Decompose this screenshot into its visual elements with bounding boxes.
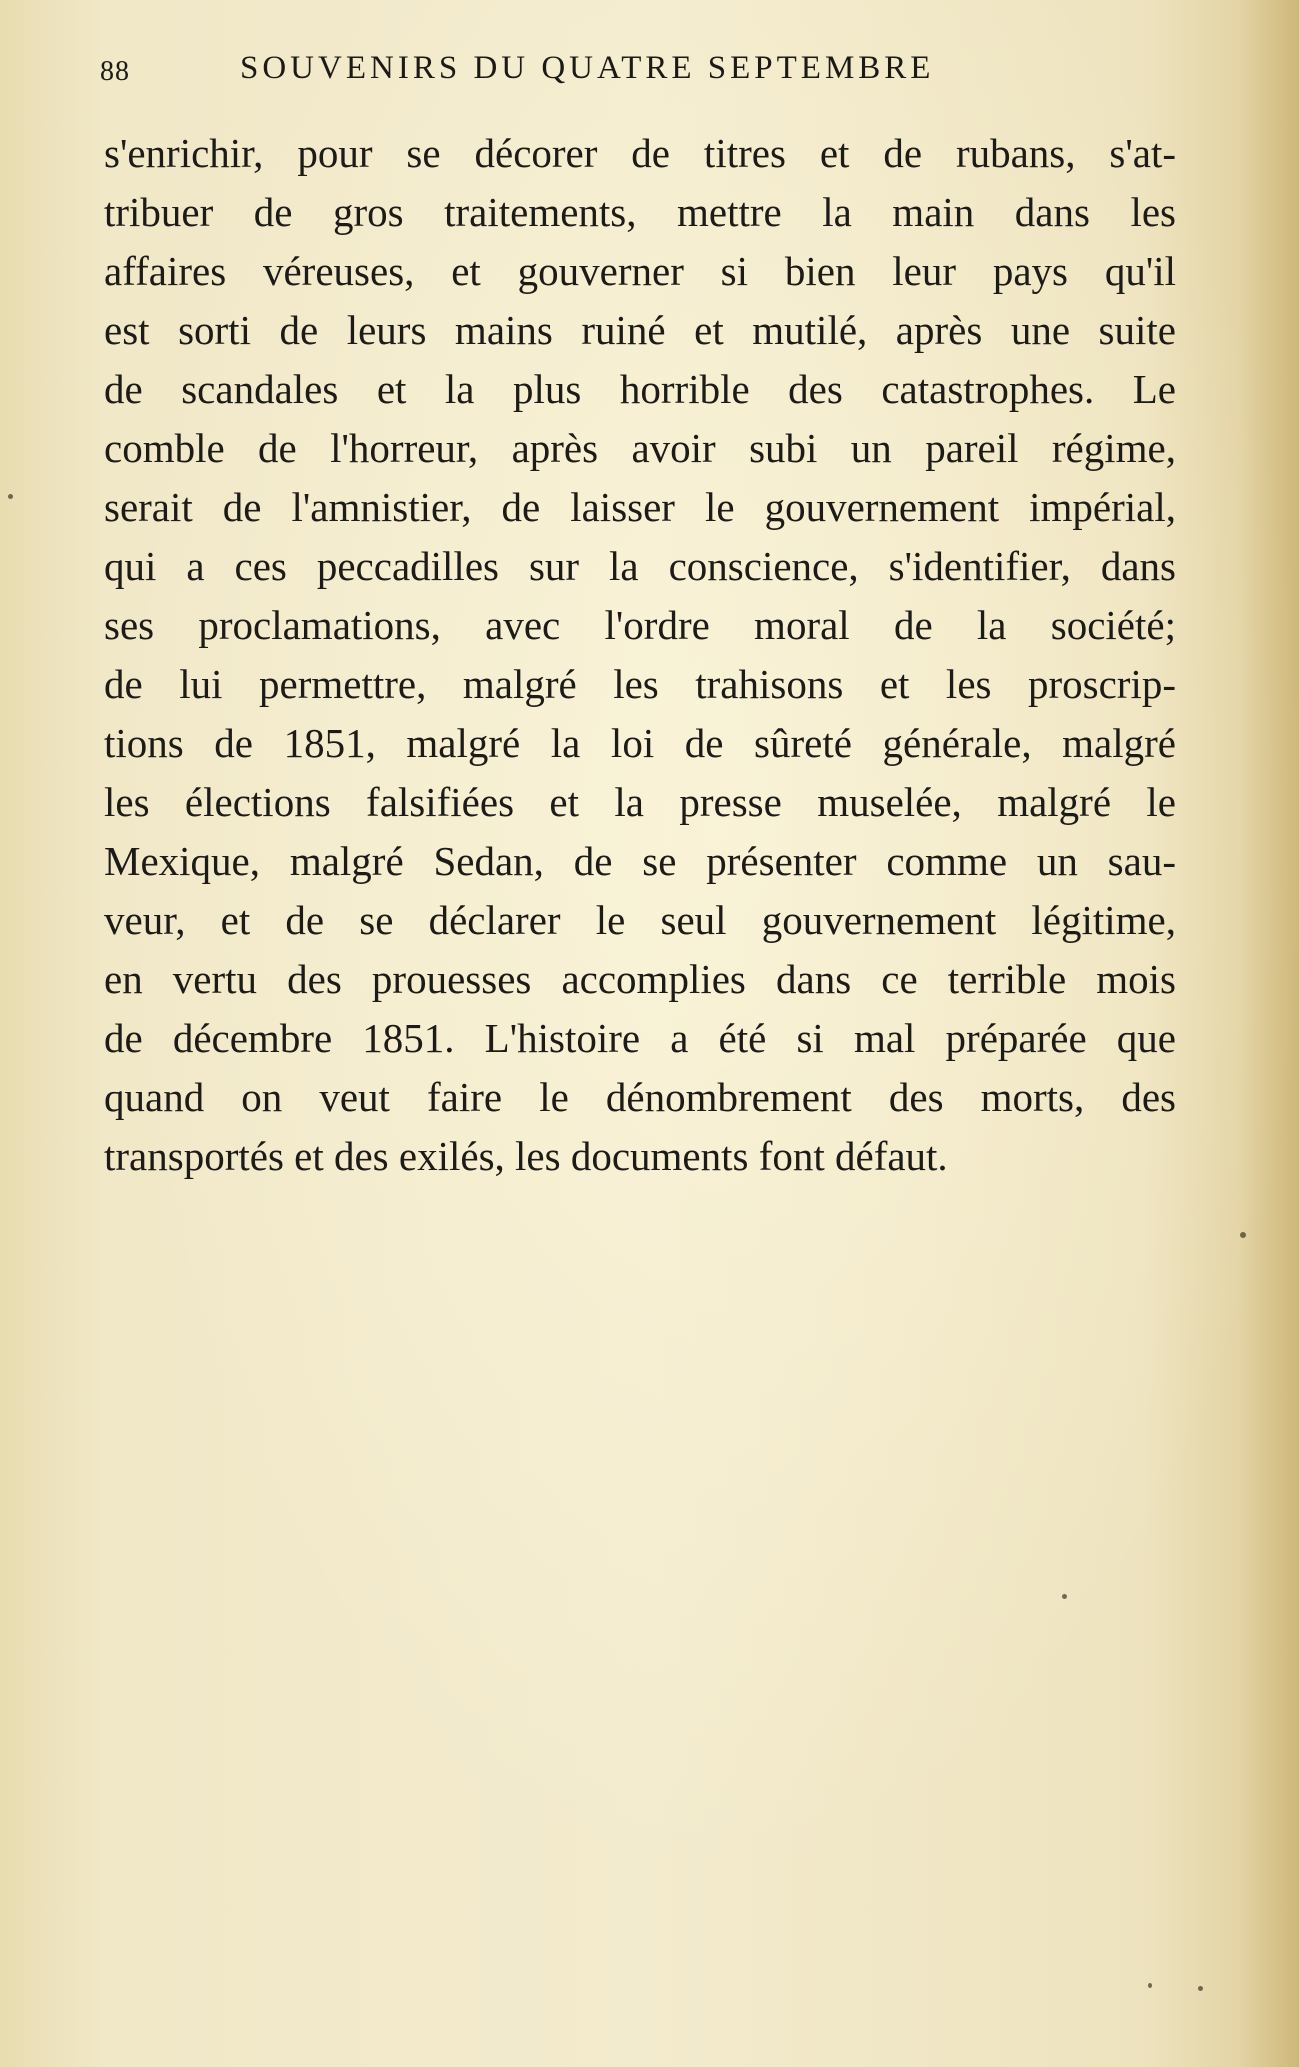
- text-line: comble de l'horreur, après avoir subi un pareil régime,: [104, 425, 1176, 471]
- text-line: de décembre 1851. L'histoire a été si mal préparée que: [104, 1015, 1176, 1061]
- text-line: tribuer de gros traitements, mettre la main dans les: [104, 189, 1176, 235]
- text-line: Mexique, malgré Sedan, de se présenter comme un sau-: [104, 838, 1176, 884]
- text-line: les élections falsifiées et la presse muselée, malgré le: [104, 779, 1176, 825]
- text-line: tions de 1851, malgré la loi de sûreté générale, malgré: [104, 720, 1176, 766]
- page-number: 88: [100, 56, 130, 87]
- text-line: ses proclamations, avec l'ordre moral de la société;: [104, 602, 1176, 648]
- text-line: serait de l'amnistier, de laisser le gouvernement impérial,: [104, 484, 1176, 530]
- text-line: en vertu des prouesses accomplies dans ce terrible mois: [104, 956, 1176, 1002]
- text-line: veur, et de se déclarer le seul gouvernement légitime,: [104, 897, 1176, 943]
- running-title: SOUVENIRS DU QUATRE SEPTEMBRE: [240, 50, 935, 86]
- speck: [1062, 1594, 1067, 1599]
- text-line: s'enrichir, pour se décorer de titres et de rubans, s'at-: [104, 130, 1176, 176]
- speck: [8, 494, 13, 499]
- text-line: de lui permettre, malgré les trahisons et les proscrip-: [104, 661, 1176, 707]
- text-line: affaires véreuses, et gouverner si bien leur pays qu'il: [104, 248, 1176, 294]
- speck: [1198, 1986, 1203, 1991]
- body-text: [104, 124, 1176, 1186]
- text-line: de scandales et la plus horrible des catastrophes. Le: [104, 366, 1176, 412]
- speck: [1148, 1983, 1152, 1988]
- text-line: transportés et des exilés, les documents font défaut.: [104, 1133, 948, 1179]
- running-head: [100, 50, 1060, 90]
- text-line: qui a ces peccadilles sur la conscience, s'identifier, dans: [104, 543, 1176, 589]
- text-line: quand on veut faire le dénombrement des morts, des: [104, 1074, 1176, 1120]
- speck: [1240, 1232, 1246, 1238]
- text-line: est sorti de leurs mains ruiné et mutilé, après une suite: [104, 307, 1176, 353]
- page-edge-shadow: [1239, 0, 1299, 2067]
